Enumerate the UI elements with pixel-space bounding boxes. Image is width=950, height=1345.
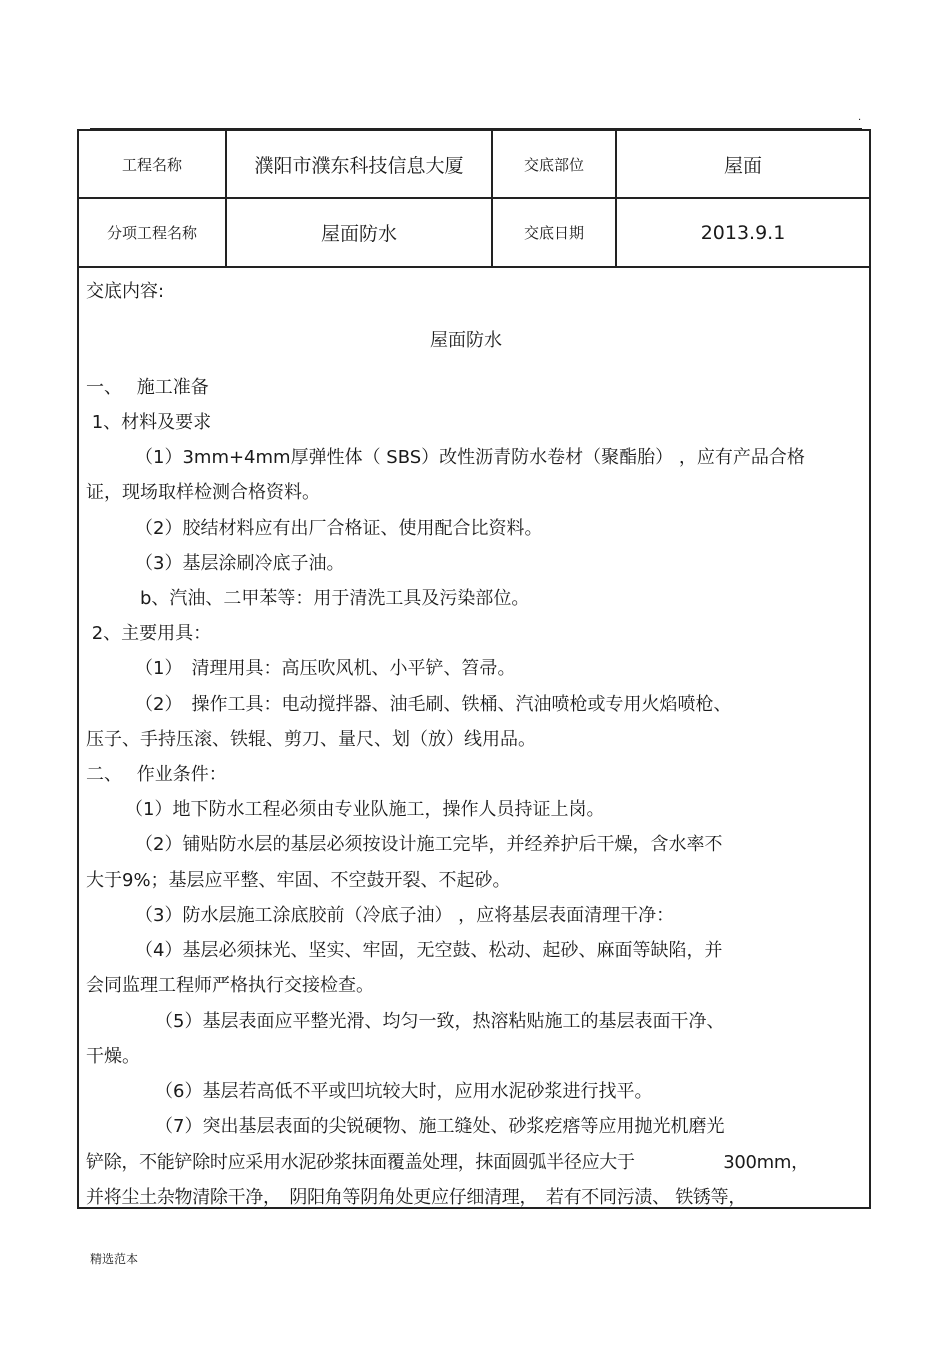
content-line: 干燥。 xyxy=(86,1046,140,1067)
row-divider xyxy=(77,266,871,268)
content-line: 大于9%；基层应平整、牢固、不空鼓开裂、不起砂。 xyxy=(86,870,511,891)
content-line: （2） 操作工具：电动搅拌器、油毛刷、铁桶、汽油喷枪或专用火焰喷枪、 xyxy=(135,694,732,715)
date-label: 交底日期 xyxy=(523,224,584,242)
part-value: 屋面 xyxy=(723,154,762,177)
content-line: 2、主要用具： xyxy=(86,623,212,644)
project-name-label: 工程名称 xyxy=(121,155,182,174)
footer-note: 精选范本 xyxy=(90,1252,139,1266)
date-value: 2013.9.1 xyxy=(700,221,786,244)
content-line: （2）铺贴防水层的基层必须按设计施工完毕，并经养护后干燥，含水率不 xyxy=(135,834,723,855)
content-line: （6）基层若高低不平或凹坑较大时，应用水泥砂浆进行找平。 xyxy=(155,1081,653,1102)
part-label: 交底部位 xyxy=(523,155,584,174)
content-line: 1、材料及要求 xyxy=(86,412,212,433)
content-line: （7）突出基层表面的尖锐硬物、施工缝处、砂浆疙瘩等应用抛光机磨光 xyxy=(155,1116,725,1137)
content-line: （4）基层必须抹光、坚实、牢固，无空鼓、松动、起砂、麻面等缺陷，并 xyxy=(135,940,723,961)
content-line: 一、 施工准备 xyxy=(86,377,209,398)
content-line: 二、 作业条件： xyxy=(86,764,227,785)
corner-dot: . xyxy=(858,112,862,123)
content-line: （1）地下防水工程必须由专业队施工，操作人员持证上岗。 xyxy=(125,799,605,820)
content-line: 铲除，不能铲除时应采用水泥砂浆抹面覆盖处理，抹面圆弧半径应大于 300mm， xyxy=(86,1152,809,1173)
content-line: （1）3mm+4mm厚弹性体（ SBS）改性沥青防水卷材（聚酯胎） ，应有产品合格 xyxy=(135,447,805,468)
content-title: 屋面防水 xyxy=(430,330,502,351)
content-line: （2）胶结材料应有出厂合格证、使用配合比资料。 xyxy=(135,518,543,539)
content-line: （3）防水层施工涂底胶前（冷底子油） ，应将基层表面清理干净： xyxy=(135,905,675,926)
content-line: （3）基层涂刷冷底子油。 xyxy=(135,553,345,574)
content-line: b、汽油、二甲苯等：用于清洗工具及污染部位。 xyxy=(140,588,530,609)
content-line: 并将尘土杂物清除干净， 阴阳角等阴角处更应仔细清理， 若有不同污渍、 铁锈等， xyxy=(86,1187,747,1208)
content-intro: 交底内容: xyxy=(86,281,165,302)
sub-project-label: 分项工程名称 xyxy=(106,224,197,242)
content-line: （5）基层表面应平整光滑、均匀一致，热溶粘贴施工的基层表面干净、 xyxy=(155,1011,725,1032)
content-line: 会同监理工程师严格执行交接检查。 xyxy=(86,975,374,996)
sub-project-value: 屋面防水 xyxy=(320,223,397,245)
project-name-value: 濮阳市濮东科技信息大厦 xyxy=(254,154,464,177)
content-line: 压子、手持压滚、铁辊、剪刀、量尺、划（放）线用品。 xyxy=(86,729,536,750)
content-line: 证，现场取样检测合格资料。 xyxy=(86,482,320,503)
content-line: （1） 清理用具：高压吹风机、小平铲、笤帚。 xyxy=(135,658,516,679)
